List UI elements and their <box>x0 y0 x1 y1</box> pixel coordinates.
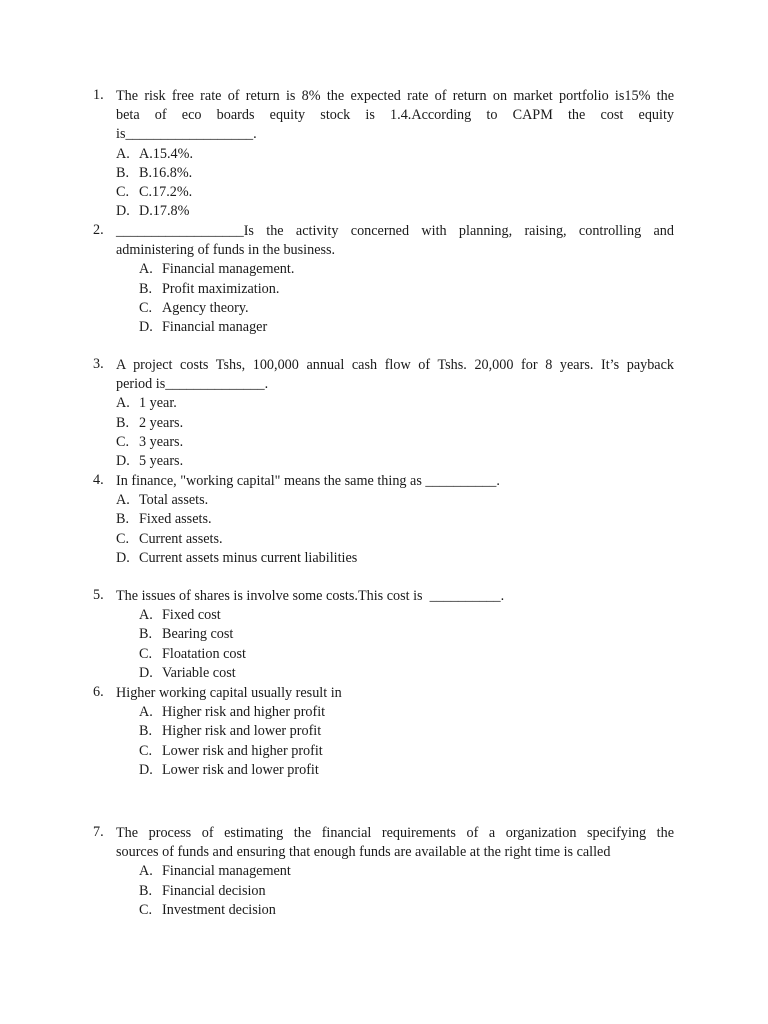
option-text: Total assets. <box>139 492 209 509</box>
option-b <box>93 280 674 299</box>
option-letter: C. <box>116 183 130 200</box>
question-4 <box>93 472 674 568</box>
question-text-line: beta of eco boards equity stock is 1.4.According to CAPM the cost equity <box>116 107 674 124</box>
option-a <box>93 862 674 881</box>
option-text: Financial manager <box>162 318 268 335</box>
question-number: 3. <box>93 356 104 372</box>
option-letter: A. <box>116 492 130 509</box>
options-list <box>93 606 674 683</box>
option-b <box>93 625 674 644</box>
option-c <box>93 645 674 664</box>
option-letter: A. <box>116 395 130 412</box>
option-letter: B. <box>139 723 153 740</box>
option-letter: D. <box>139 318 153 335</box>
option-text: Lower risk and higher profit <box>162 742 323 759</box>
options-list <box>93 862 674 920</box>
option-text: Investment decision <box>162 901 276 918</box>
option-text: Current assets minus current liabilities <box>139 549 358 566</box>
option-letter: C. <box>139 645 153 662</box>
question-number: 1. <box>93 87 104 103</box>
option-letter: A. <box>139 704 153 721</box>
option-b <box>93 510 674 529</box>
question-text-line: is__________________. <box>116 126 257 143</box>
option-letter: B. <box>139 882 153 899</box>
option-c <box>93 299 674 318</box>
option-text: 1 year. <box>139 395 177 412</box>
option-a <box>93 145 674 164</box>
option-letter: B. <box>139 280 153 297</box>
question-6 <box>93 684 674 780</box>
option-letter: C. <box>139 299 153 316</box>
question-number: 6. <box>93 684 104 700</box>
option-text: Financial management. <box>162 261 295 278</box>
option-text: D.17.8% <box>139 203 190 220</box>
question-5 <box>93 587 674 683</box>
question-text-line: __________________Is the activity concerned with planning, raising, controlling and <box>116 223 674 239</box>
question-number: 5. <box>93 587 104 603</box>
option-letter: B. <box>139 626 153 643</box>
option-b <box>93 722 674 741</box>
option-text: A.15.4%. <box>139 145 193 162</box>
option-d <box>93 761 674 780</box>
options-list <box>93 394 674 471</box>
option-letter: A. <box>116 145 130 162</box>
option-a <box>93 491 674 510</box>
option-b <box>93 164 674 183</box>
option-letter: D. <box>139 664 153 681</box>
option-text: Financial decision <box>162 882 266 899</box>
question-text-line: The issues of shares is involve some costs.This cost is __________. <box>116 588 505 604</box>
option-a <box>93 394 674 413</box>
option-text: Floatation cost <box>162 645 246 662</box>
option-letter: B. <box>116 511 130 528</box>
option-letter: D. <box>139 761 153 778</box>
option-text: Fixed cost <box>162 607 221 624</box>
option-text: 3 years. <box>139 433 184 450</box>
option-b <box>93 882 674 901</box>
question-3 <box>93 356 674 471</box>
option-c <box>93 530 674 549</box>
option-d <box>93 452 674 471</box>
option-d <box>93 664 674 683</box>
option-letter: D. <box>116 452 130 469</box>
option-c <box>93 901 674 920</box>
option-d <box>93 202 674 221</box>
option-letter: C. <box>116 433 130 450</box>
option-text: Variable cost <box>162 664 236 681</box>
question-text-line: The process of estimating the financial requirements of a organization specifying the <box>116 825 674 841</box>
question-text-line: In finance, "working capital" means the same thing as __________. <box>116 473 500 489</box>
option-text: Higher risk and lower profit <box>162 723 322 740</box>
question-text-line: The risk free rate of return is 8% the expected rate of return on market portfolio is15% the <box>116 88 674 104</box>
option-d <box>93 549 674 568</box>
option-letter: C. <box>139 901 153 918</box>
option-c <box>93 433 674 452</box>
question-7 <box>93 824 674 920</box>
options-list <box>93 145 674 222</box>
option-text: Financial management <box>162 863 291 880</box>
options-list <box>93 491 674 568</box>
option-text: Agency theory. <box>162 299 249 316</box>
option-letter: A. <box>139 261 153 278</box>
option-text: Lower risk and lower profit <box>162 761 319 778</box>
option-letter: D. <box>116 203 130 220</box>
question-text-line: Higher working capital usually result in <box>116 685 342 701</box>
option-letter: B. <box>116 164 130 181</box>
option-letter: A. <box>139 607 153 624</box>
option-text: 2 years. <box>139 414 184 431</box>
option-text: Bearing cost <box>162 626 234 643</box>
question-number: 7. <box>93 824 104 840</box>
option-text: C.17.2%. <box>139 183 193 200</box>
option-letter: C. <box>116 530 130 547</box>
option-text: Profit maximization. <box>162 280 280 297</box>
question-number: 2. <box>93 222 104 238</box>
option-letter: B. <box>116 414 130 431</box>
option-c <box>93 742 674 761</box>
option-a <box>93 260 674 279</box>
question-text-line: A project costs Tshs, 100,000 annual cash flow of Tshs. 20,000 for 8 years. It’s payback <box>116 357 674 373</box>
question-text-line: administering of funds in the business. <box>116 242 336 259</box>
option-text: Current assets. <box>139 530 223 547</box>
question-text-line: sources of funds and ensuring that enough funds are available at the right time is called <box>116 844 611 861</box>
option-a <box>93 606 674 625</box>
options-list <box>93 703 674 780</box>
question-text-line: period is______________. <box>116 376 269 393</box>
options-list <box>93 260 674 337</box>
option-c <box>93 183 674 202</box>
question-2 <box>93 222 674 337</box>
option-text: B.16.8%. <box>139 164 193 181</box>
question-1 <box>93 87 674 221</box>
option-letter: C. <box>139 742 153 759</box>
option-a <box>93 703 674 722</box>
option-text: 5 years. <box>139 452 184 469</box>
option-letter: A. <box>139 863 153 880</box>
option-d <box>93 318 674 337</box>
option-letter: D. <box>116 549 130 566</box>
option-b <box>93 414 674 433</box>
option-text: Higher risk and higher profit <box>162 704 326 721</box>
option-text: Fixed assets. <box>139 511 212 528</box>
question-number: 4. <box>93 472 104 488</box>
